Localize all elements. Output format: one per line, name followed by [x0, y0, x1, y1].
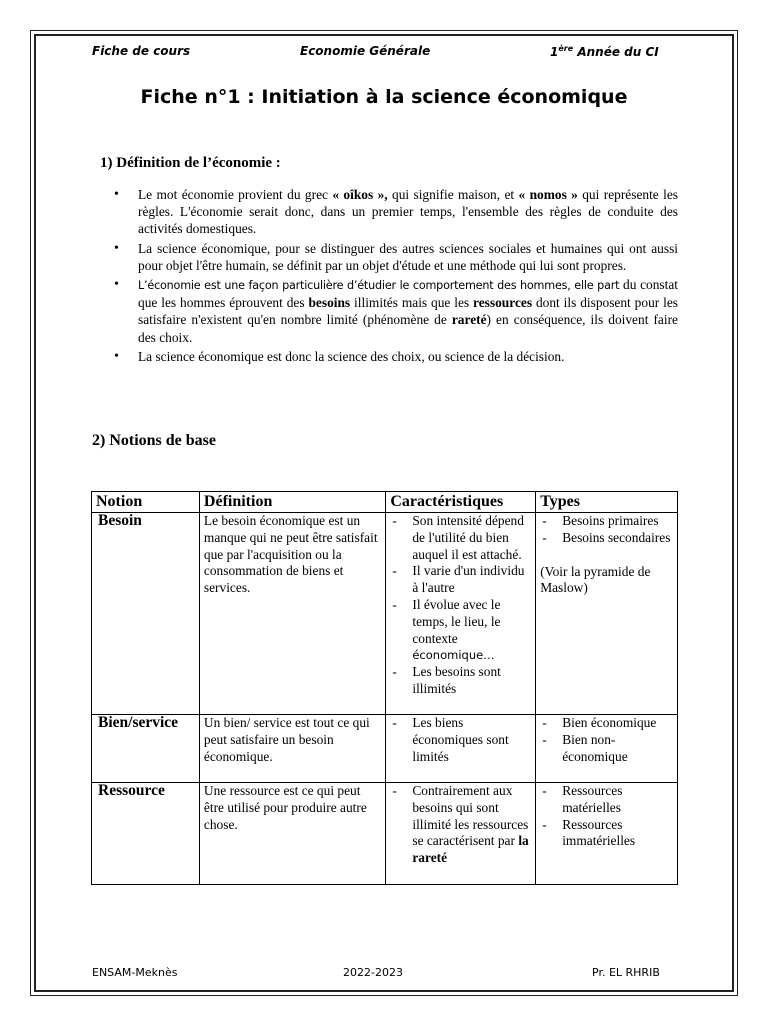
col-header-types: Types [536, 492, 678, 513]
footer-institution: ENSAM-Meknès [92, 966, 178, 979]
table-row [92, 715, 678, 783]
col-header-notion: Notion [92, 492, 200, 513]
notion-definition: Le besoin économique est un manque qui ne peut être satisfait que par l'acquisition ou la consommation de biens et services. [199, 513, 385, 715]
list-item: - Besoins secondaires [540, 530, 673, 547]
list-item: - Bien économique [540, 715, 673, 732]
definition-bullet-list [112, 186, 678, 367]
notion-name: Besoin [92, 513, 200, 715]
maslow-note: (Voir la pyramide de Maslow) [540, 563, 651, 596]
bullet-etymology: • Le mot économie provient du grec « oîkos », qui signifie maison, et « nomos » qui représente les règles. L'économie serait donc, dans un premier temps, l'ensemble des règles de conduite des activités domestiques. [112, 186, 678, 238]
notion-characteristics [386, 513, 536, 715]
notion-types [536, 513, 678, 715]
header-year: 1ère Année du CI [550, 44, 659, 59]
table-row [92, 783, 678, 885]
notion-types [536, 715, 678, 783]
notion-characteristics [386, 715, 536, 783]
list-item: - Ressources immatérielles [540, 817, 673, 851]
section-1-heading: 1) Définition de l’économie : [100, 155, 281, 171]
notion-characteristics [386, 783, 536, 885]
notion-name: Ressource [92, 783, 200, 885]
col-header-characteristics: Caractéristiques [386, 492, 536, 513]
list-item: - Son intensité dépend de l'utilité du bien auquel il est attaché. [390, 513, 531, 563]
notion-name: Bien/service [92, 715, 200, 783]
notion-definition: Une ressource est ce qui peut être utilisé pour produire autre chose. [199, 783, 385, 885]
page-title: Fiche n°1 : Initiation à la science économique [140, 86, 628, 108]
bullet-science-of-choices: • La science économique est donc la science des choix, ou science de la décision. [112, 348, 678, 365]
table-header-row [92, 492, 678, 513]
list-item: - Les besoins sont illimités [390, 664, 531, 698]
bullet-science-definition: • La science économique, pour se distinguer des autres sciences sociales et humaines qui ont aussi pour objet l'être humain, se définit par un objet d'étude et une méthode qui lui sont propres. [112, 240, 678, 274]
bullet-behavior: • L’économie est une façon particulière d’étudier le comportement des hommes, elle part du constat que les hommes éprouvent des besoins illimités mais que les ressources dont ils disposent pour les satisfaire n'existent qu'en nombre limité (phénomène de rareté) en conséquence, ils doivent faire des choix. [112, 276, 678, 346]
list-item: - Les biens économiques sont limités [390, 715, 531, 765]
notion-types [536, 783, 678, 885]
list-item: - Besoins primaires [540, 513, 673, 530]
header-subject: Economie Générale [300, 44, 431, 58]
section-2-heading: 2) Notions de base [92, 432, 217, 449]
table-row [92, 513, 678, 715]
col-header-definition: Définition [199, 492, 385, 513]
list-item: - Contrairement aux besoins qui sont illimité les ressources se caractérisent par la rareté [390, 783, 531, 867]
notions-table [91, 491, 678, 885]
list-item: - Bien non-économique [540, 732, 673, 766]
list-item: - Il évolue avec le temps, le lieu, le contexte économique… [390, 597, 531, 664]
list-item: - Il varie d'un individu à l'autre [390, 563, 531, 597]
notion-definition: Un bien/ service est tout ce qui peut satisfaire un besoin économique. [199, 715, 385, 783]
footer-academic-year: 2022-2023 [343, 966, 403, 979]
footer-author: Pr. EL RHRIB [592, 966, 660, 979]
list-item: - Ressources matérielles [540, 783, 673, 817]
header-course-type: Fiche de cours [92, 44, 191, 58]
